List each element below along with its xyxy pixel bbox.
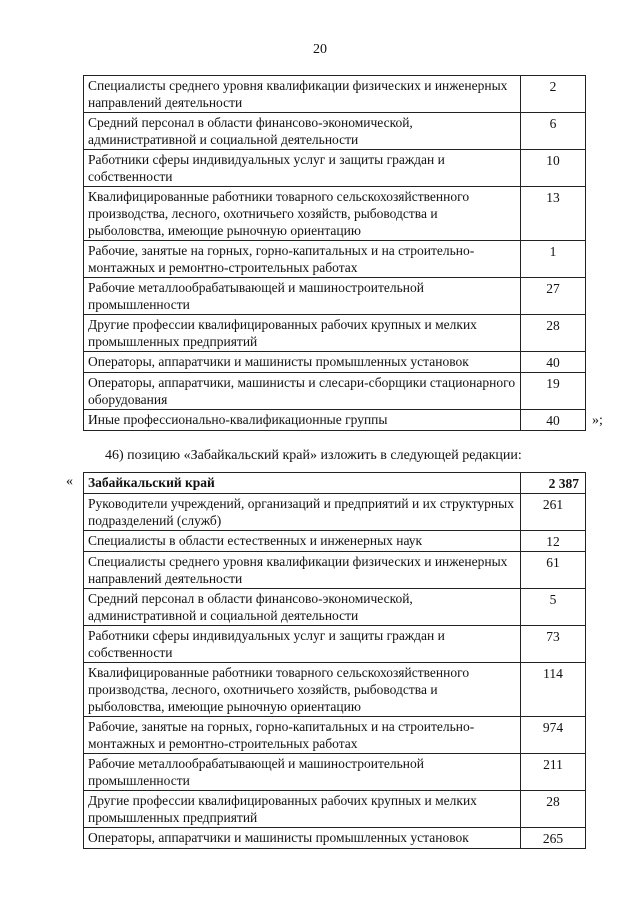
occupation-count: 19 bbox=[521, 373, 586, 410]
table-row bbox=[84, 754, 586, 791]
occupation-label: Рабочие, занятые на горных, горно-капитальных и на строительно-монтажных и ремонтно-строительных работах bbox=[84, 241, 521, 278]
closing-quote-mark: »; bbox=[592, 413, 603, 428]
table-row bbox=[84, 76, 586, 113]
occupation-count: 28 bbox=[521, 791, 586, 828]
occupation-count: 211 bbox=[521, 754, 586, 791]
occupation-count: 261 bbox=[521, 494, 586, 531]
page-number: 20 bbox=[313, 42, 327, 57]
table-row bbox=[84, 626, 586, 663]
occupation-count: 114 bbox=[521, 663, 586, 717]
occupation-count: 12 bbox=[521, 531, 586, 552]
table-row bbox=[84, 589, 586, 626]
occupation-count: 13 bbox=[521, 187, 586, 241]
occupation-table-zabaikalsky bbox=[83, 472, 586, 849]
table-row bbox=[84, 352, 586, 373]
occupation-label: Работники сферы индивидуальных услуг и защиты граждан и собственности bbox=[84, 626, 521, 663]
table-row bbox=[84, 278, 586, 315]
occupation-label: Средний персонал в области финансово-экономической, административной и социальной деятельности bbox=[84, 113, 521, 150]
occupation-count: 2 bbox=[521, 76, 586, 113]
occupation-count: 40 bbox=[521, 410, 586, 431]
occupation-label: Работники сферы индивидуальных услуг и защиты граждан и собственности bbox=[84, 150, 521, 187]
table-row bbox=[84, 828, 586, 849]
occupation-count: 5 bbox=[521, 589, 586, 626]
occupation-count: 27 bbox=[521, 278, 586, 315]
occupation-label: Квалифицированные работники товарного сельскохозяйственного производства, лесного, охотничьего хозяйств, рыбоводства и рыболовства, имеющие рыночную ориентацию bbox=[84, 187, 521, 241]
occupation-count: 73 bbox=[521, 626, 586, 663]
table-row bbox=[84, 241, 586, 278]
table-row bbox=[84, 410, 586, 431]
occupation-label: Операторы, аппаратчики и машинисты промышленных установок bbox=[84, 352, 521, 373]
amendment-paragraph: 46) позицию «Забайкальский край» изложить в следующей редакции: bbox=[105, 448, 522, 463]
occupation-count: 10 bbox=[521, 150, 586, 187]
occupation-label: Руководители учреждений, организаций и предприятий и их структурных подразделений (служб) bbox=[84, 494, 521, 531]
occupation-table-1 bbox=[83, 75, 586, 431]
region-total: 2 387 bbox=[521, 473, 586, 494]
occupation-label: Операторы, аппаратчики, машинисты и слесари-сборщики стационарного оборудования bbox=[84, 373, 521, 410]
table-row bbox=[84, 187, 586, 241]
table-row bbox=[84, 494, 586, 531]
table-row bbox=[84, 552, 586, 589]
occupation-count: 28 bbox=[521, 315, 586, 352]
table-row bbox=[84, 531, 586, 552]
table-row bbox=[84, 791, 586, 828]
table-row bbox=[84, 113, 586, 150]
opening-quote-mark: « bbox=[66, 474, 73, 489]
occupation-count: 974 bbox=[521, 717, 586, 754]
occupation-label: Рабочие, занятые на горных, горно-капитальных и на строительно-монтажных и ремонтно-строительных работах bbox=[84, 717, 521, 754]
region-name: Забайкальский край bbox=[84, 473, 521, 494]
occupation-count: 40 bbox=[521, 352, 586, 373]
occupation-label: Квалифицированные работники товарного сельскохозяйственного производства, лесного, охотничьего хозяйств, рыбоводства и рыболовства, имеющие рыночную ориентацию bbox=[84, 663, 521, 717]
occupation-label: Средний персонал в области финансово-экономической, административной и социальной деятельности bbox=[84, 589, 521, 626]
region-header-row bbox=[84, 473, 586, 494]
occupation-label: Специалисты среднего уровня квалификации физических и инженерных направлений деятельности bbox=[84, 76, 521, 113]
table-row bbox=[84, 373, 586, 410]
occupation-label: Специалисты в области естественных и инженерных наук bbox=[84, 531, 521, 552]
table-row bbox=[84, 717, 586, 754]
occupation-label: Иные профессионально-квалификационные группы bbox=[84, 410, 521, 431]
occupation-count: 265 bbox=[521, 828, 586, 849]
occupation-label: Специалисты среднего уровня квалификации физических и инженерных направлений деятельности bbox=[84, 552, 521, 589]
occupation-label: Рабочие металлообрабатывающей и машиностроительной промышленности bbox=[84, 754, 521, 791]
occupation-count: 1 bbox=[521, 241, 586, 278]
table-row bbox=[84, 150, 586, 187]
occupation-count: 6 bbox=[521, 113, 586, 150]
table-row bbox=[84, 663, 586, 717]
occupation-label: Операторы, аппаратчики и машинисты промышленных установок bbox=[84, 828, 521, 849]
occupation-count: 61 bbox=[521, 552, 586, 589]
occupation-label: Другие профессии квалифицированных рабочих крупных и мелких промышленных предприятий bbox=[84, 791, 521, 828]
table-row bbox=[84, 315, 586, 352]
occupation-label: Рабочие металлообрабатывающей и машиностроительной промышленности bbox=[84, 278, 521, 315]
occupation-label: Другие профессии квалифицированных рабочих крупных и мелких промышленных предприятий bbox=[84, 315, 521, 352]
